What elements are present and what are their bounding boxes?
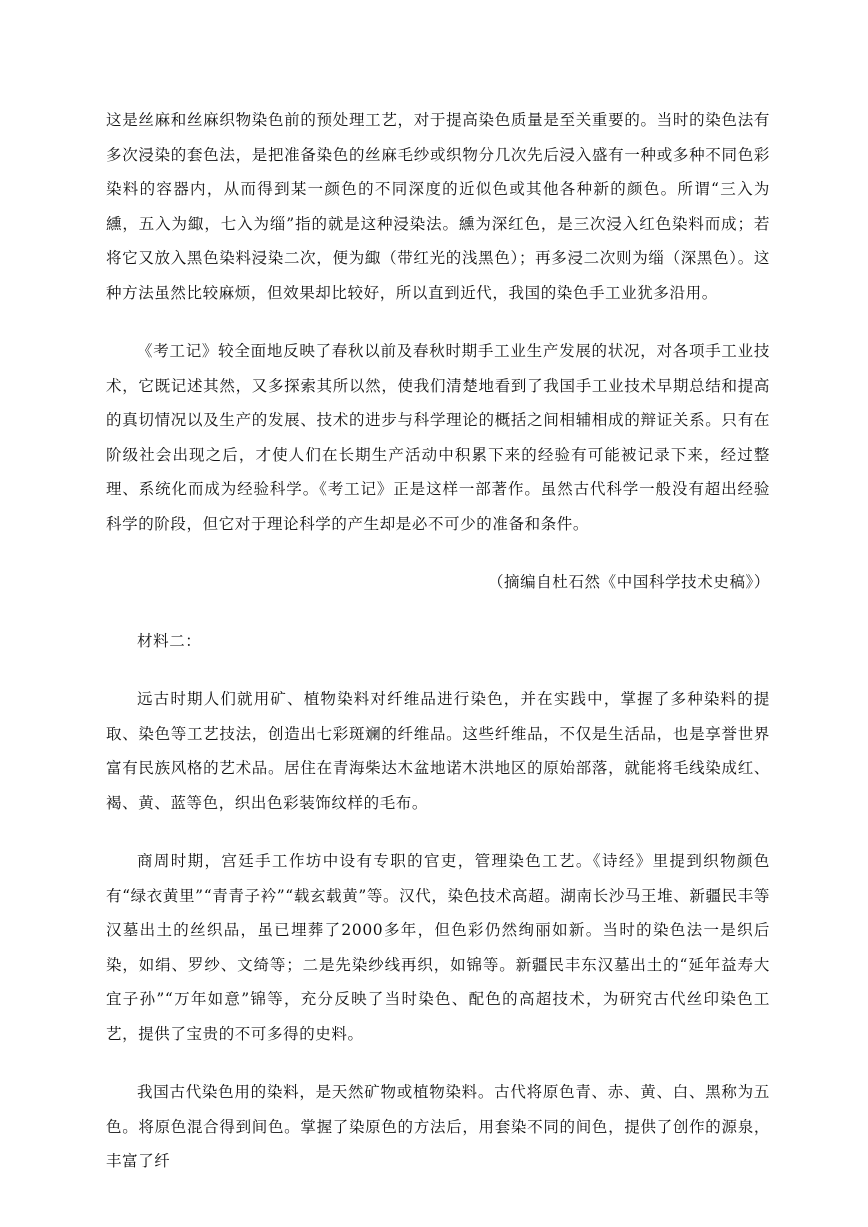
source-citation: （摘编自杜石然《中国科学技术史稿》） [487, 573, 770, 591]
paragraph-dyeing-process: 这是丝麻和丝麻织物染色前的预处理工艺，对于提高染色质量是至关重要的。当时的染色法有多次浸染的套色法，是把准备染色的丝麻毛纱或织物分几次先后浸入盛有一种或多种不同色彩染料的容器内，从而得到某一颜色的不同深度的近似色或其他各种新的颜色。所谓“三入为纁，五入为緅，七入为缁”指的就是这种浸染法。纁为深红色，是三次浸入红色染料而成；若将它又放入黑色染料浸染二次，便为緅（带红光的浅黑色）；再多浸二次则为缁（深黑色）。这种方法虽然比较麻烦，但效果却比较好，所以直到近代，我国的染色手工业犹多沿用。 [106, 111, 770, 302]
paragraph-kaogongji: 《考工记》较全面地反映了春秋以前及春秋时期手工业生产发展的状况，对各项手工业技术，它既记述其然，又多探索其所以然，使我们清楚地看到了我国手工业技术早期总结和提高的真切情况以及生产的发展、技术的进步与科学理论的概括之间相辅相成的辩证关系。只有在阶级社会出现之后，才使人们在长期生产活动中积累下来的经验有可能被记录下来，经过整理、系统化而成为经验科学。《考工记》正是这样一部著作。虽然古代科学一般没有超出经验科学的阶段，但它对于理论科学的产生却是必不可少的准备和条件。 [106, 342, 770, 533]
paragraph-dye-materials: 我国古代染色用的染料，是天然矿物或植物染料。古代将原色青、赤、黄、白、黑称为五色。将原色混合得到间色。掌握了染原色的方法后，用套染不同的间色，提供了创作的源泉，丰富了纤 [106, 1083, 770, 1170]
paragraph-ancient-dyeing: 远古时期人们就用矿、植物染料对纤维品进行染色，并在实践中，掌握了多种染料的提取、染色等工艺技法，创造出七彩斑斓的纤维品。这些纤维品，不仅是生活品，也是享誉世界富有民族风格的艺术品。居住在青海柴达木盆地诺木洪地区的原始部落，就能将毛线染成红、褐、黄、蓝等色，织出色彩装饰纹样的毛布。 [106, 690, 770, 812]
paragraph-shang-zhou-han: 商周时期，宫廷手工作坊中设有专职的官吏，管理染色工艺。《诗经》里提到织物颜色有“绿衣黄里”“青青子衿”“载玄载黄”等。汉代，染色技术高超。湖南长沙马王堆、新疆民丰等汉墓出土的丝织品，虽已埋葬了2000多年，但色彩仍然绚丽如新。当时的染色法一是织后染，如绢、罗纱、文绮等；二是先染纱线再织，如锦等。新疆民丰东汉墓出土的“延年益寿大宜子孙”“万年如意”锦等，充分反映了当时染色、配色的高超技术，为研究古代丝印染色工艺，提供了宝贵的不可多得的史料。 [106, 852, 770, 1043]
material-two-label: 材料二： [137, 631, 202, 650]
document-body [106, 103, 770, 1203]
